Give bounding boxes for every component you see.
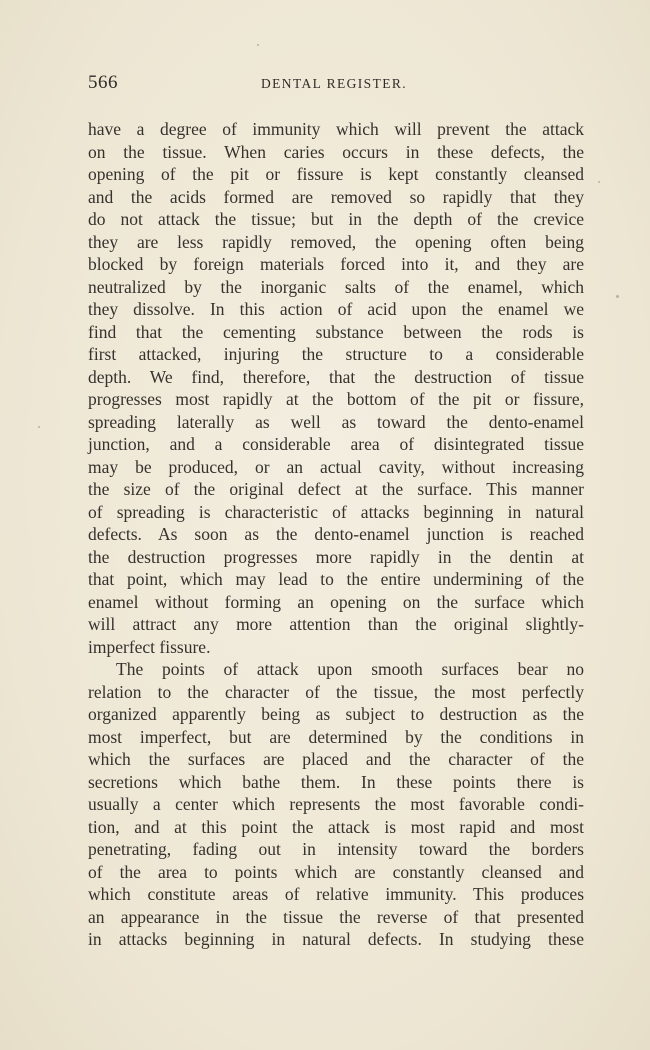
text-line: penetrating, fading out in intensity toward the borders xyxy=(88,839,584,859)
text-line: do not attack the tissue; but in the depth of the crevice xyxy=(88,209,584,229)
text-line: which the surfaces are placed and the character of the xyxy=(88,749,584,769)
text-line: which constitute areas of relative immunity. This produces xyxy=(88,884,584,904)
paragraph xyxy=(88,658,584,951)
text-line: enamel without forming an opening on the surface which xyxy=(88,591,584,612)
text-line: that point, which may lead to the entire undermining of the xyxy=(88,569,584,589)
text-line: of the area to points which are constantly cleansed and xyxy=(88,861,584,882)
text-line: opening of the pit or fissure is kept constantly cleansed xyxy=(88,164,584,184)
text-line: neutralized by the inorganic salts of the enamel, which xyxy=(88,276,584,297)
text-line: depth. We find, therefore, that the destruction of tissue xyxy=(88,366,584,387)
text-line: junction, and a considerable area of disintegrated tissue xyxy=(88,434,584,454)
text-line: The points of attack upon smooth surfaces bear no xyxy=(116,659,584,679)
text-line: secretions which bathe them. In these points there is xyxy=(88,771,584,792)
text-line: and the acids formed are removed so rapidly that they xyxy=(88,186,584,207)
text-line: in attacks beginning in natural defects. In studying these xyxy=(88,929,584,949)
text-line: they dissolve. In this action of acid upon the enamel we xyxy=(88,299,584,319)
text-line: tion, and at this point the attack is most rapid and most xyxy=(88,816,584,837)
text-line: progresses most rapidly at the bottom of the pit or fissure, xyxy=(88,389,584,409)
text-line: they are less rapidly removed, the opening often being xyxy=(88,231,584,252)
text-line: blocked by foreign materials forced into it, and they are xyxy=(88,254,584,274)
text-line: an appearance in the tissue the reverse of that presented xyxy=(88,906,584,927)
text-line: usually a center which represents the most favorable condi- xyxy=(88,794,584,814)
text-line: imperfect fissure. xyxy=(88,636,211,657)
text-line: first attacked, injuring the structure to a considerable xyxy=(88,344,584,364)
text-line: the size of the original defect at the surface. This manner xyxy=(88,479,584,499)
text-line: relation to the character of the tissue, the most perfectly xyxy=(88,681,584,702)
text-line: spreading laterally as well as toward the dento-enamel xyxy=(88,411,584,432)
paper-speck xyxy=(38,426,40,428)
text-line: most imperfect, but are determined by the conditions in xyxy=(88,726,584,747)
paper-speck xyxy=(257,44,259,46)
text-line: the destruction progresses more rapidly in the dentin at xyxy=(88,546,584,567)
text-line: defects. As soon as the dento-enamel junction is reached xyxy=(88,524,584,544)
text-line: on the tissue. When caries occurs in these defects, the xyxy=(88,141,584,162)
page-number: 566 xyxy=(88,72,118,93)
running-head: DENTAL REGISTER. xyxy=(261,76,408,91)
page-header xyxy=(88,72,584,96)
text-line: will attract any more attention than the original slightly- xyxy=(88,614,584,634)
paper-speck xyxy=(598,181,600,183)
text-line: organized apparently being as subject to destruction as the xyxy=(88,704,584,724)
paragraph xyxy=(88,118,584,658)
text-line: of spreading is characteristic of attacks beginning in natural xyxy=(88,501,584,522)
text-line: have a degree of immunity which will prevent the attack xyxy=(88,119,584,139)
paper-speck xyxy=(616,295,619,298)
text-line: may be produced, or an actual cavity, without increasing xyxy=(88,456,584,477)
text-line: find that the cementing substance between the rods is xyxy=(88,321,584,342)
body-text xyxy=(88,118,584,951)
